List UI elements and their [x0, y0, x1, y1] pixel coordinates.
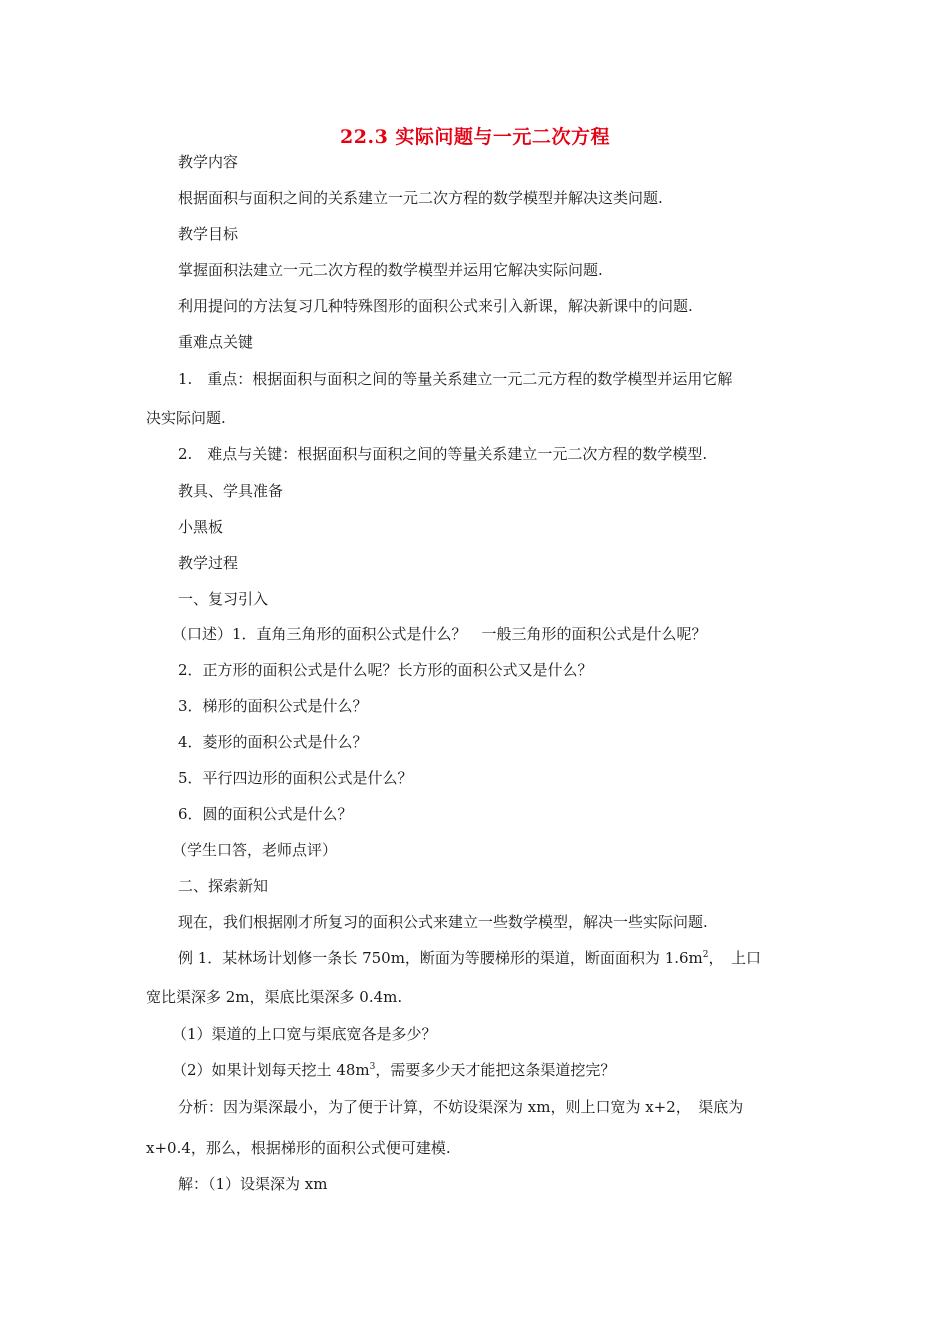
analysis-line-1: 分析：因为渠深最小，为了便于计算，不妨设渠深为 xm，则上口宽为 x+2， 渠底为 — [178, 1098, 744, 1116]
tools-text: 小黑板 — [178, 518, 224, 536]
analysis-line-2: x+0.4，那么，根据梯形的面积公式便可建模. — [146, 1139, 451, 1157]
example-1-line-2: 宽比渠深多 2m，渠底比渠深多 0.4m. — [146, 988, 403, 1006]
key-point-1-line-1: 1. 重点：根据面积与面积之间的等量关系建立一元二元方程的数学模型并运用它解 — [178, 370, 733, 388]
sub-question-2 — [172, 1060, 615, 1080]
goal-item-1: 掌握面积法建立一元二次方程的数学模型并运用它解决实际问题. — [178, 261, 603, 279]
solution-line: 解：（1）设渠深为 xm — [178, 1175, 328, 1193]
process-heading: 教学过程 — [178, 554, 239, 572]
example-1-tail: ， 上口 — [708, 949, 762, 967]
review-question-1: （口述）1．直角三角形的面积公式是什么？ 一般三角形的面积公式是什么呢？ — [172, 625, 707, 643]
review-question-6: 6．圆的面积公式是什么？ — [178, 805, 353, 823]
goal-item-2: 利用提问的方法复习几种特殊图形的面积公式来引入新课，解决新课中的问题. — [178, 297, 693, 315]
intro-text: 现在，我们根据刚才所复习的面积公式来建立一些数学模型，解决一些实际问题. — [178, 913, 708, 931]
teaching-content-heading: 教学内容 — [178, 153, 239, 171]
sub-question-2-tail: ，需要多少天才能把这条渠道挖完？ — [375, 1061, 616, 1079]
section-1-heading: 一、复习引入 — [178, 590, 269, 608]
key-points-heading: 重难点关键 — [178, 333, 254, 351]
document-title: 22.3 实际问题与一元二次方程 — [340, 126, 610, 148]
review-note: （学生口答，老师点评） — [172, 841, 338, 859]
example-1-superscript: 2 — [702, 950, 709, 960]
sub-question-1: （1）渠道的上口宽与渠底宽各是多少？ — [172, 1025, 437, 1043]
key-point-2: 2. 难点与关键：根据面积与面积之间的等量关系建立一元二次方程的数学模型. — [178, 445, 708, 463]
review-question-4: 4．菱形的面积公式是什么？ — [178, 733, 368, 751]
review-question-3: 3．梯形的面积公式是什么？ — [178, 697, 368, 715]
review-question-5: 5．平行四边形的面积公式是什么？ — [178, 769, 413, 787]
sub-question-2-superscript: 3 — [369, 1062, 376, 1072]
example-1-line-1 — [178, 948, 761, 968]
key-point-1-line-2: 决实际问题. — [146, 409, 226, 427]
example-1-text: 例 1．某林场计划修一条长 750m，断面为等腰梯形的渠道，断面面积为 1.6m — [178, 949, 703, 967]
teaching-goal-heading: 教学目标 — [178, 225, 239, 243]
tools-heading: 教具、学具准备 — [178, 482, 284, 500]
teaching-content-text: 根据面积与面积之间的关系建立一元二次方程的数学模型并解决这类问题. — [178, 189, 663, 207]
sub-question-2-text: （2）如果计划每天挖土 48m — [172, 1061, 370, 1079]
section-2-heading: 二、探索新知 — [178, 877, 269, 895]
review-question-2: 2．正方形的面积公式是什么呢？长方形的面积公式又是什么？ — [178, 661, 593, 679]
